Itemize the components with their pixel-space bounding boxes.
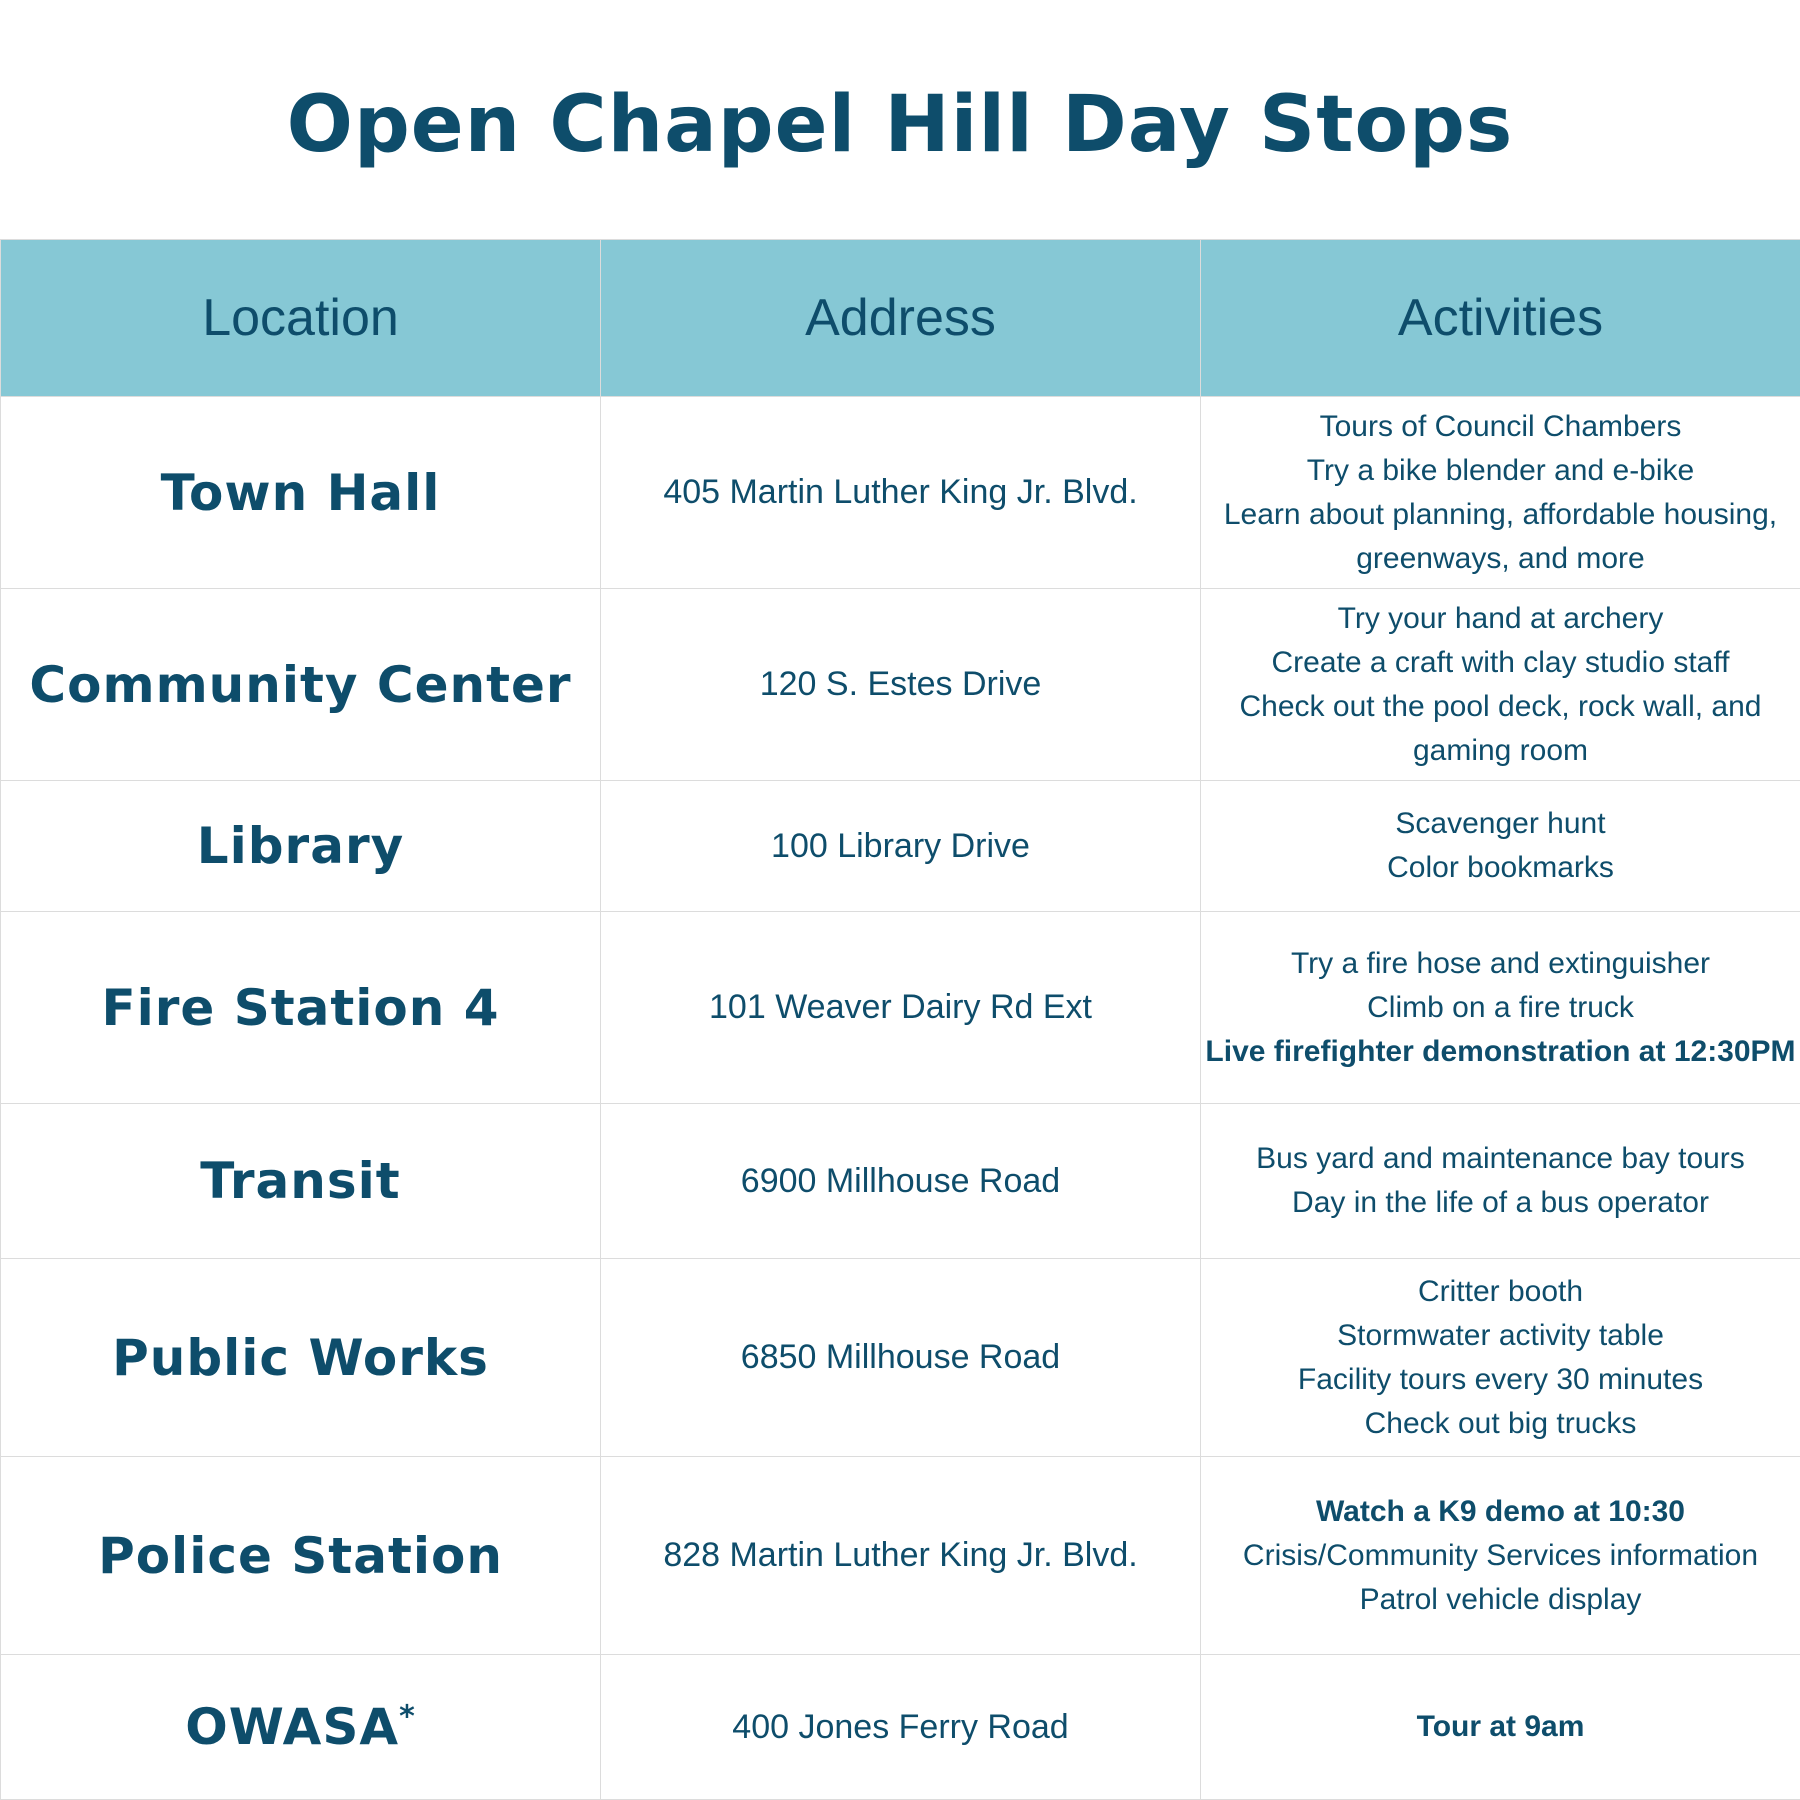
activity-item: Bus yard and maintenance bay tours (1256, 1142, 1745, 1175)
activity-item: Learn about planning, affordable housing, greenways, and more (1223, 497, 1778, 575)
activities-cell (1201, 1655, 1800, 1800)
table-row (1, 1104, 1800, 1259)
activity-item-highlight: Watch a K9 demo at 10:30 (1315, 1494, 1685, 1528)
table-row (1, 1655, 1800, 1800)
activity-item: Patrol vehicle display (1359, 1582, 1642, 1616)
table-row (1, 1457, 1800, 1655)
activity-item: Facility tours every 30 minutes (1297, 1362, 1704, 1396)
table-row (1, 912, 1800, 1104)
column-header-location: Location (1, 240, 601, 397)
location-cell (1, 1655, 601, 1800)
activity-item: Scavenger hunt (1395, 807, 1606, 840)
activities-cell (1201, 397, 1800, 589)
address-cell: 828 Martin Luther King Jr. Blvd. (601, 1457, 1201, 1655)
address-cell: 6850 Millhouse Road (601, 1259, 1201, 1457)
activity-item: Try a bike blender and e-bike (1306, 453, 1695, 487)
table-row (1, 397, 1800, 589)
activities-cell (1201, 1457, 1800, 1655)
activity-item: Stormwater activity table (1337, 1318, 1664, 1352)
location-cell (1, 1104, 601, 1259)
location-name: Public Works (112, 1328, 489, 1387)
table-header-row (1, 240, 1800, 397)
location-cell (1, 912, 601, 1104)
activities-cell (1201, 1259, 1800, 1457)
activity-item: Check out the pool deck, rock wall, and gaming room (1239, 689, 1762, 767)
stops-table (0, 239, 1800, 1800)
activity-item: Crisis/Community Services information (1242, 1538, 1759, 1572)
activities-cell (1201, 912, 1800, 1104)
location-cell (1, 1457, 601, 1655)
location-cell (1, 1259, 601, 1457)
address-cell: 101 Weaver Dairy Rd Ext (601, 912, 1201, 1104)
location-name: Town Hall (160, 463, 441, 522)
page-title: Open Chapel Hill Day Stops (286, 80, 1514, 170)
column-header-address: Address (601, 240, 1201, 397)
table-row (1, 1259, 1800, 1457)
location-name: Community Center (29, 655, 572, 714)
location-name: Library (196, 817, 405, 875)
table-row (1, 781, 1800, 912)
address-cell: 400 Jones Ferry Road (601, 1655, 1201, 1800)
activities-cell (1201, 1104, 1800, 1259)
address-cell: 100 Library Drive (601, 781, 1201, 912)
location-name: OWASA (185, 1698, 400, 1756)
column-header-activities: Activities (1201, 240, 1800, 397)
activity-item: Check out big trucks (1364, 1406, 1637, 1440)
activities-cell (1201, 781, 1800, 912)
address-cell: 405 Martin Luther King Jr. Blvd. (601, 397, 1201, 589)
activity-item: Color bookmarks (1387, 851, 1614, 884)
activity-item: Tours of Council Chambers (1319, 409, 1682, 443)
location-cell (1, 589, 601, 781)
location-name: Transit (200, 1152, 401, 1210)
activity-item: Create a craft with clay studio staff (1271, 645, 1730, 679)
activity-item-highlight: Live firefighter demonstration at 12:30PM (1205, 1034, 1796, 1068)
activity-item-highlight: Tour at 9am (1416, 1710, 1585, 1743)
location-name: Fire Station 4 (101, 978, 500, 1037)
address-cell: 6900 Millhouse Road (601, 1104, 1201, 1259)
location-cell (1, 781, 601, 912)
footnote-marker: * (399, 1699, 416, 1735)
location-name: Police Station (98, 1526, 503, 1585)
activity-item: Try a fire hose and extinguisher (1290, 946, 1711, 980)
activity-item: Climb on a fire truck (1367, 990, 1634, 1024)
location-cell (1, 397, 601, 589)
activity-item: Try your hand at archery (1337, 601, 1664, 635)
table-row (1, 589, 1800, 781)
activities-cell (1201, 589, 1800, 781)
activity-item: Day in the life of a bus operator (1292, 1186, 1709, 1219)
address-cell: 120 S. Estes Drive (601, 589, 1201, 781)
activity-item: Critter booth (1417, 1274, 1584, 1308)
